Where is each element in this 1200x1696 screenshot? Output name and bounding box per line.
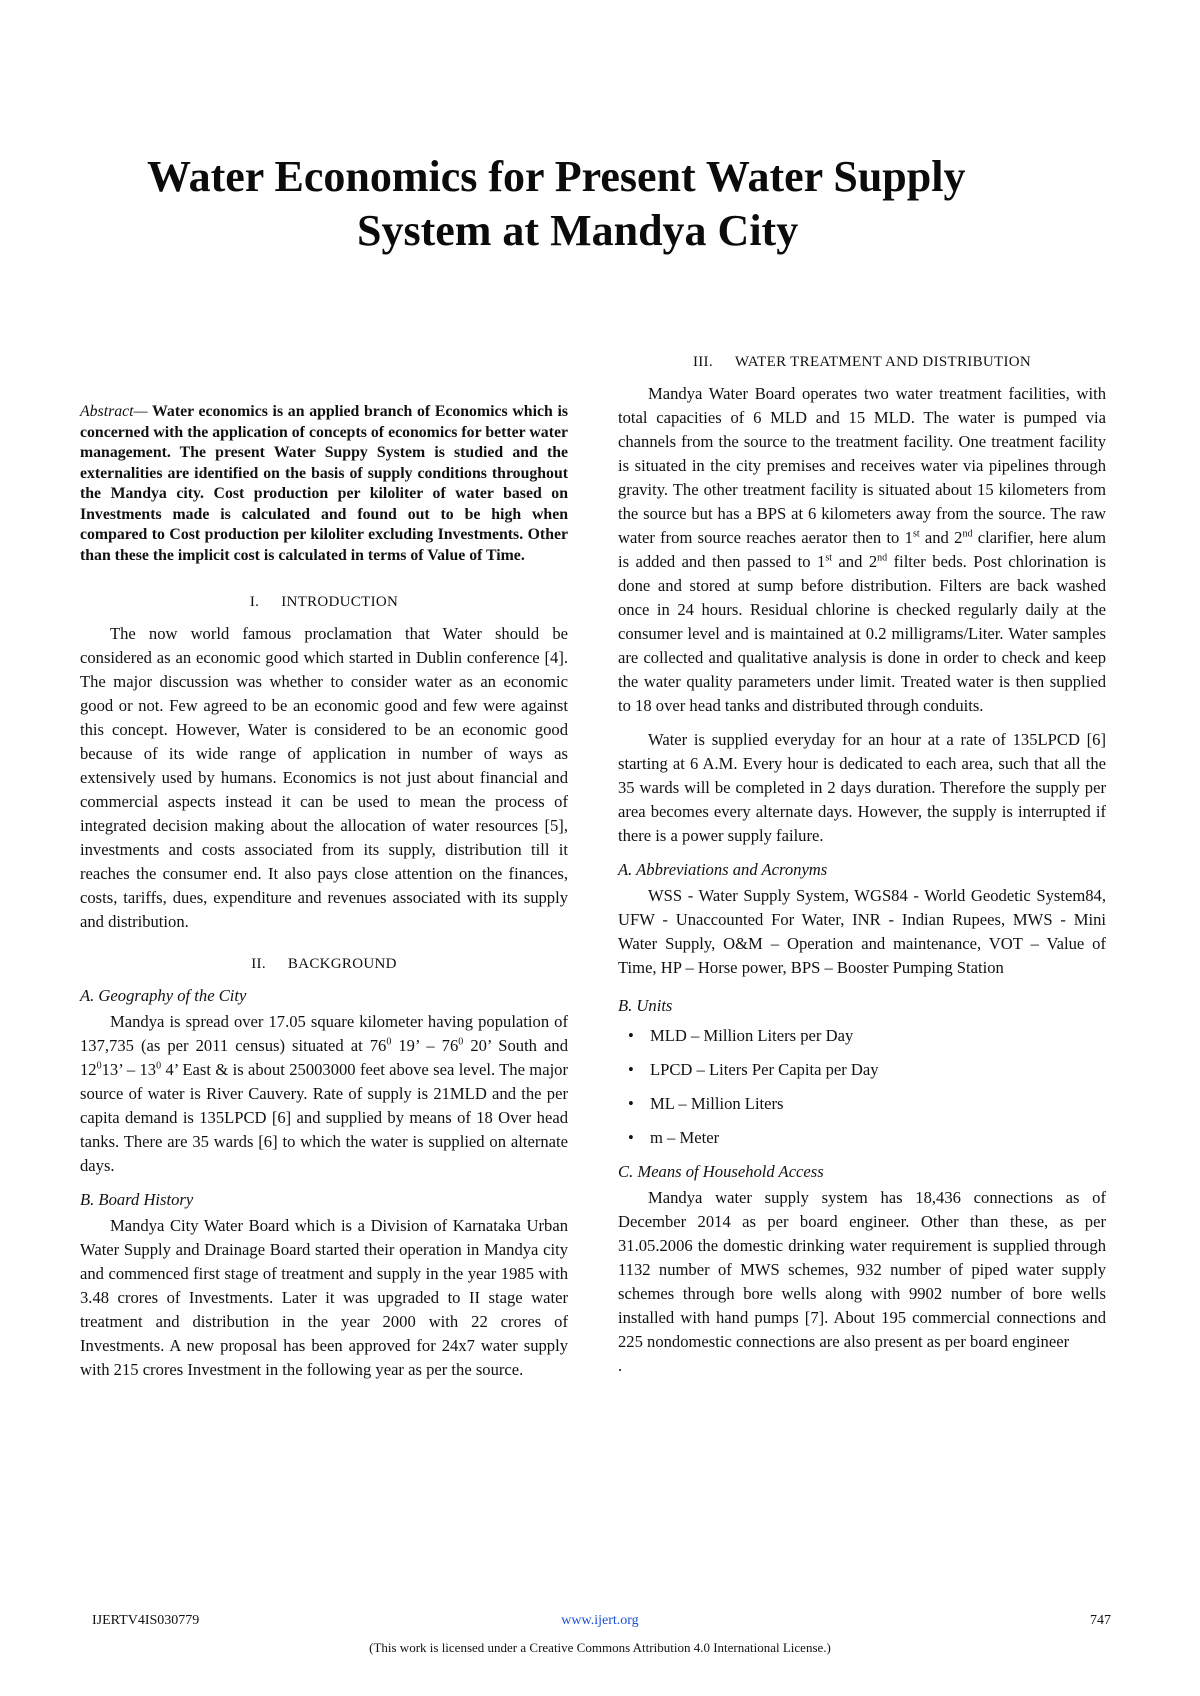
- left-column: [80, 402, 568, 1382]
- list-item: • MLD – Million Liters per Day: [618, 1024, 1106, 1048]
- footer-url[interactable]: www.ijert.org: [561, 1613, 639, 1628]
- list-item: • LPCD – Liters Per Capita per Day: [618, 1058, 1106, 1082]
- trailing-dot: .: [618, 1356, 623, 1375]
- paper-title: [147, 150, 1047, 257]
- license-notice: (This work is licensed under a Creative Commons Attribution 4.0 International License.): [369, 1640, 831, 1655]
- geography-paragraph: Mandya is spread over 17.05 square kilometer having population of 137,735 (as per 2011 census) situated at $76^0$ 19’ – $76^0$ 20’ South and $12^013$’ – $13^0$ 4’ East & is about 25003000 feet above sea level. The major source of water is River Cauvery. Rate of supply is 21MLD and the per capita demand is 135LPCD [6] and supplied by means of 18 Over head tanks. There are 35 wards [6] to which the water is supplied on alternate days.: [80, 1012, 569, 1175]
- subheading-geography: A. Geography of the City: [80, 986, 247, 1005]
- abbreviations-paragraph: WSS - Water Supply System, WGS84 - World Geodetic System84, UFW - Unaccounted For Water, INR - Indian Rupees, MWS - Mini Water Supply, O&M – Operation and maintenance, VOT – Value of Time, HP – Horse power, BPS – Booster Pumping Station: [618, 886, 1106, 977]
- right-column: [618, 350, 1106, 1378]
- section-heading-background: II. BACKGROUND: [251, 956, 397, 972]
- list-item: • ML – Million Liters: [618, 1092, 1106, 1116]
- footer-url-link: [0, 1613, 1200, 1629]
- board-history-paragraph: Mandya City Water Board which is a Division of Karnataka Urban Water Supply and Drainage Board started their operation in Mandya city and commenced first stage of treatment and supply in the year 1985 with 3.48 crores of Investments. Later it was upgraded to II stage water treatment and distribution in the year 2000 with 22 crores of Investments. A new proposal has been approved for 24x7 water supply with 215 crores Investment in the following year as per the source.: [80, 1216, 568, 1379]
- subheading-abbreviations: A. Abbreviations and Acronyms: [618, 860, 828, 879]
- abstract: [80, 402, 568, 566]
- subheading-household-access: C. Means of Household Access: [618, 1162, 824, 1181]
- subheading-units: B. Units: [618, 996, 673, 1015]
- household-access-paragraph: Mandya water supply system has 18,436 connections as of December 2014 as per board engineer. Other than these, as per 31.05.2006 the domestic drinking water requirement is supplied through 1132 number of MWS schemes, 932 number of piped water supply schemes through bore wells along with 9902 number of bore wells installed with hand pumps [7]. About 195 commercial connections and 225 nondomestic connections are also present as per board engineer: [618, 1188, 1106, 1351]
- section-heading-treatment: III. WATER TREATMENT AND DISTRIBUTION: [692, 354, 1032, 370]
- footer-paper-id: IJERTV4IS030779: [92, 1613, 200, 1628]
- title-line-1: Water Economics for Present Water Supply: [147, 152, 966, 201]
- subheading-board-history: B. Board History: [80, 1190, 194, 1209]
- list-item: • m – Meter: [618, 1126, 1106, 1150]
- treatment-paragraph-1: Mandya Water Board operates two water treatment facilities, with total capacities of 6 MLD and 15 MLD. The water is pumped via channels from the source to the treatment facility. One treatment facility is situated in the city premises and receives water via pipelines through gravity. The other treatment facility is situated about 15 kilometers from the source but has a BPS at 6 kilometers away from the source. The raw water from source reaches aerator then to 1st and 2nd clarifier, here alum is added and then passed to 1st and 2nd filter beds. Post chlorination is done and stored at sump before distribution. Filters are back washed once in 24 hours. Residual chlorine is checked regularly daily at the consumer level and is maintained at 0.2 milligrams/Liter. Water samples are collected and qualitative analysis is done in order to check and keep the water quality parameters under limit. Treated water is then supplied to 18 over head tanks and distributed through conduits.: [618, 384, 1106, 715]
- abstract-text: Water economics is an applied branch of Economics which is concerned with the application of concepts of economics for better water management. The present Water Suppy System is studied and the externalities are identified on the basis of supply conditions throughout the Mandya city. Cost production per kiloliter of water based on Investments made is calculated and found out to be high when compared to Cost production per kiloliter excluding Investments. Other than these the implicit cost is calculated in terms of Value of Time.: [80, 403, 568, 564]
- treatment-paragraph-2: Water is supplied everyday for an hour at a rate of 135LPCD [6] starting at 6 A.M. Every hour is dedicated to each area, such that all the 35 wards will be completed in 2 days duration. Therefore the supply per area becomes every alternate days. However, the supply is interrupted if there is a power supply failure.: [618, 730, 1106, 845]
- title-line-2: System at Mandya City: [357, 205, 799, 255]
- footer-page-number: 747: [1090, 1613, 1111, 1628]
- section-heading-introduction: I. INTRODUCTION: [249, 594, 399, 610]
- units-list: [618, 1024, 1106, 1150]
- abstract-label: Abstract—: [80, 403, 148, 420]
- intro-paragraph: The now world famous proclamation that Water should be considered as an economic good which started in Dublin conference [4]. The major discussion was whether to consider water as an economic good or not. Few agreed to be an economic good and few were against this concept. However, Water is considered to be an economic good because of its wide range of application in number of ways as extensively used by humans. Economics is not just about financial and commercial aspects instead it can be used to mean the process of integrated decision making about the allocation of water resources [5], investments and costs associated from its supply, distribution till it reaches the consumer end. It also pays close attention on the finances, costs, tariffs, dues, expenditure and revenues associated with its supply and distribution.: [80, 624, 568, 931]
